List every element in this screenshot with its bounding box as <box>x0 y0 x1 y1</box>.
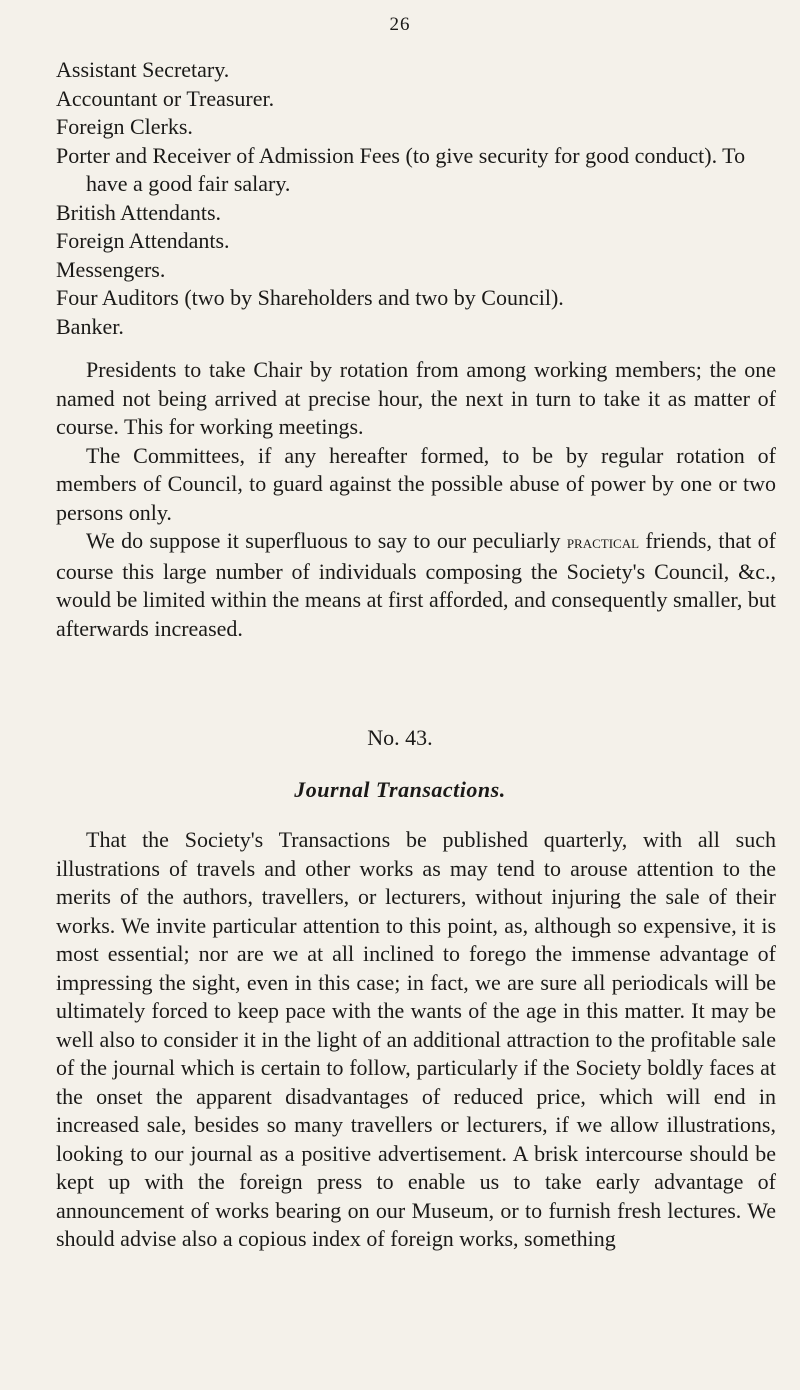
list-item <box>56 227 776 256</box>
list-item-text: Porter and Receiver of Admission Fees (to give security for good conduct). To have a good fair salary. <box>56 142 746 196</box>
list-item-text: Banker. <box>56 313 124 339</box>
practical-text-after: friends, that of course this large number of individuals composing the Society's Council, &c., would be limited within the means at first afforded, and consequently smaller, but afterwards increased. <box>56 528 777 641</box>
list-item <box>56 142 776 199</box>
list-item <box>56 256 776 285</box>
journal-paragraph: That the Society's Transactions be published quarterly, with all such illustrations of travels and other works as may tend to arouse attention to the merits of the authors, travellers, or lecturers, without injuring the sale of their works. We invite particular attention to this point, as, although so expensive, it is most essential; nor are we at all inclined to forego the immense advantage of impressing the sight, even in this case; in fact, we are sure all periodicals will be ultimately forced to keep pace with the wants of the age in this matter. It may be well also to consider it in the light of an additional attraction to the profitable sale of the journal which is certain to follow, particularly if the Society boldly faces at the onset the apparent disadvantages of reduced price, which will end in increased sale, besides so many travellers or lecturers, if we allow illustrations, looking to our journal as a positive advertisement. A brisk intercourse should be kept up with the foreign press to enable us to take early advantage of announcement of works bearing on our Museum, or to furnish fresh lectures. We should advise also a copious index of foreign works, something <box>56 827 776 1251</box>
list-item-text: British Attendants. <box>56 199 221 225</box>
section-title: Journal Transactions. <box>294 777 506 802</box>
committees-paragraph: The Committees, if any hereafter formed, to be by regular rotation of members of Council, to guard against the possible abuse of power by one or two persons only. <box>56 442 776 525</box>
list-item-text: Messengers. <box>56 256 166 282</box>
list-item-text: Four Auditors (two by Shareholders and two by Council). <box>56 285 564 310</box>
presidents-paragraph: Presidents to take Chair by rotation from among working members; the one named not being arrived at precise hour, the next in turn to take it as matter of course. This for working meetings. <box>56 357 776 439</box>
list-item-text: Assistant Secretary. <box>56 57 230 82</box>
page-number: 26 <box>389 14 411 35</box>
practical-text-before: We do suppose it superfluous to say to our peculiarly <box>86 528 567 553</box>
staff-list <box>56 56 776 341</box>
list-item <box>56 56 776 85</box>
list-item <box>56 199 776 228</box>
journal-section <box>56 826 776 1254</box>
practical-emphasis: practical <box>566 532 640 553</box>
section-number: No. 43. <box>367 725 433 750</box>
council-paragraphs <box>56 356 776 643</box>
list-item <box>56 313 776 342</box>
practical-paragraph <box>56 527 776 643</box>
list-item <box>56 113 776 142</box>
list-item <box>56 85 776 114</box>
list-item-text: Foreign Clerks. <box>56 114 193 139</box>
list-item <box>56 284 776 313</box>
list-item-text: Accountant or Treasurer. <box>56 85 275 111</box>
list-item-text: Foreign Attendants. <box>56 228 230 253</box>
